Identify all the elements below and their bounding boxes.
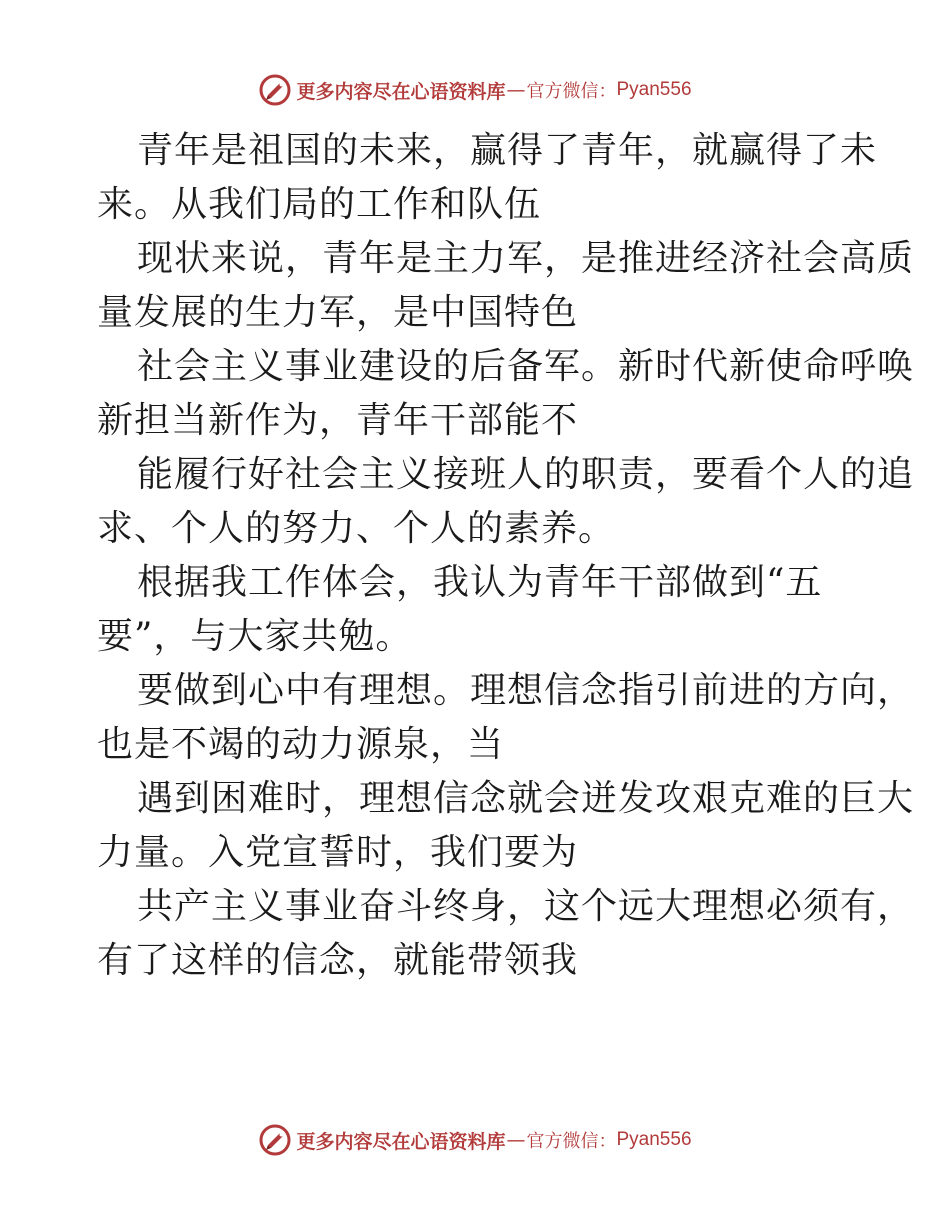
paragraph-line: 遇到困难时，理想信念就会迸发攻艰克难的巨大 [137, 778, 915, 819]
header-separator: — [506, 79, 526, 101]
footer-separator: — [506, 1129, 526, 1151]
document-body [97, 124, 915, 988]
paragraph-line: 能履行好社会主义接班人的职责，要看个人的追 [137, 454, 915, 495]
header-wechat-label: 官方微信： [526, 81, 617, 102]
header-brand: 更多内容尽在心语资料库 [296, 80, 506, 103]
footer-banner [0, 1120, 950, 1160]
logo-icon [258, 73, 292, 107]
paragraph-line: 青年是祖国的未来，赢得了青年，就赢得了未 [137, 130, 878, 171]
paragraph-line: 有了这样的信念，就能带领我 [97, 940, 579, 981]
paragraph-line: 要做到心中有理想。理想信念指引前进的方向， [137, 670, 915, 711]
paragraph-line: 共产主义事业奋斗终身，这个远大理想必须有， [137, 886, 915, 927]
paragraph-line: 社会主义事业建设的后备军。新时代新使命呼唤 [137, 346, 915, 387]
paragraph-line: 求、个人的努力、个人的素养。 [97, 508, 616, 549]
paragraph-line: 现状来说，青年是主力军，是推进经济社会高质 [137, 238, 915, 279]
paragraph-line: 力量。入党宣誓时，我们要为 [97, 832, 579, 873]
paragraph-line: 量发展的生力军，是中国特色 [97, 292, 579, 333]
header-account: Pyan556 [616, 79, 692, 100]
footer-wechat-label: 官方微信： [526, 1131, 617, 1152]
paragraph-line: 根据我工作体会，我认为青年干部做到“五 [137, 562, 823, 603]
paragraph-line: 也是不竭的动力源泉，当 [97, 724, 505, 765]
paragraph-line: 要”，与大家共勉。 [97, 616, 413, 657]
paragraph-line: 新担当新作为，青年干部能不 [97, 400, 579, 441]
footer-brand: 更多内容尽在心语资料库 [296, 1130, 506, 1153]
logo-icon [258, 1123, 292, 1157]
footer-account: Pyan556 [616, 1129, 692, 1150]
paragraph-line: 来。从我们局的工作和队伍 [97, 184, 542, 225]
header-banner [0, 70, 950, 110]
